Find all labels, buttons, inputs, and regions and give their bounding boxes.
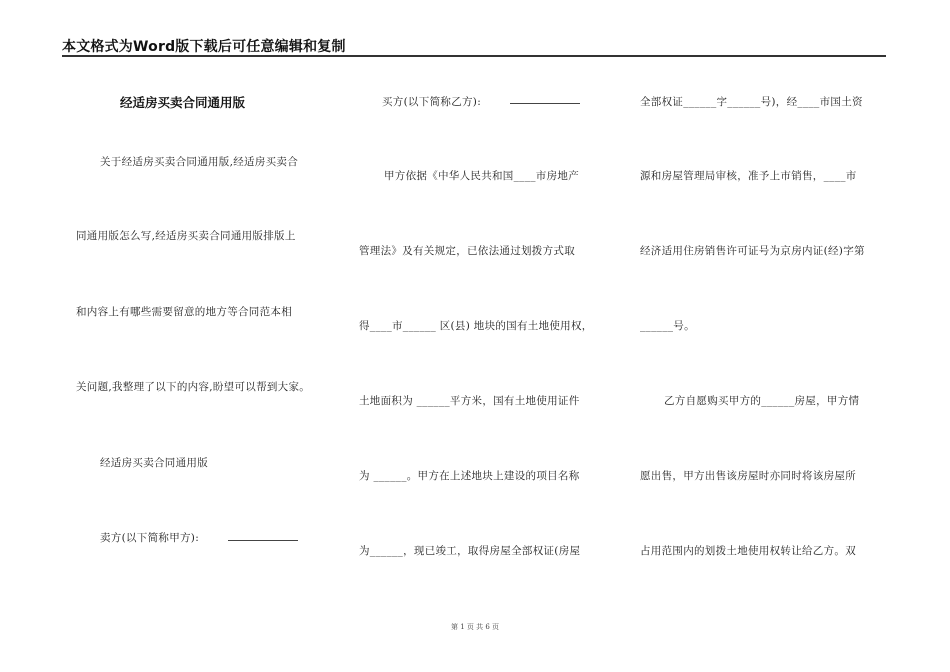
paragraph-line: 乙方自愿购买甲方的______房屋，甲方情 [664,395,860,407]
paragraph-line: 土地面积为 ______平方米，国有土地使用证件 [359,395,580,407]
paragraph-line: 经济适用住房销售许可证号为京房内证(经)字第 [640,245,865,257]
paragraph-line: 甲方依据《中华人民共和国____市房地产 [384,170,579,182]
paragraph-line: 得____市______ 区(县) 地块的国有土地使用权， [359,320,593,332]
seller-blank-line [228,540,298,541]
paragraph-line: ______号。 [640,320,695,332]
paragraph-line: 为______，现已竣工，取得房屋全部权证(房屋 [359,545,581,557]
paragraph-line: 管理法》及有关规定，已依法通过划拨方式取 [359,245,575,257]
paragraph-line: 为 ______。甲方在上述地块上建设的项目名称 [359,470,580,482]
paragraph-line: 源和房屋管理局审核，准予上市销售，____市 [640,170,857,182]
seller-label: 卖方(以下简称甲方): [100,532,200,544]
buyer-label: 买方(以下简称乙方): [382,96,482,108]
paragraph-line: 全部权证______字______号)，经____市国土资 [640,96,863,108]
buyer-blank-line [510,103,580,104]
document-header-title: 本文格式为Word版下载后可任意编辑和复制 [62,39,346,55]
header-divider [62,55,886,57]
subheading-line: 经适房买卖合同通用版 [100,457,208,469]
paragraph-line: 愿出售，甲方出售该房屋时亦同时将该房屋所 [640,470,856,482]
doc-title: 经适房买卖合同通用版 [120,95,246,110]
paragraph-line: 占用范围内的划拨土地使用权转让给乙方。双 [640,545,856,557]
paragraph-line: 同通用版怎么写,经适房买卖合同通用版排版上 [76,230,296,242]
paragraph-line: 关于经适房买卖合同通用版,经适房买卖合 [100,156,299,168]
page-number-footer: 第 1 页 共 6 页 [450,623,500,631]
paragraph-line: 关问题,我整理了以下的内容,盼望可以帮到大家。 [76,381,311,393]
paragraph-line: 和内容上有哪些需要留意的地方等合同范本相 [76,306,292,318]
